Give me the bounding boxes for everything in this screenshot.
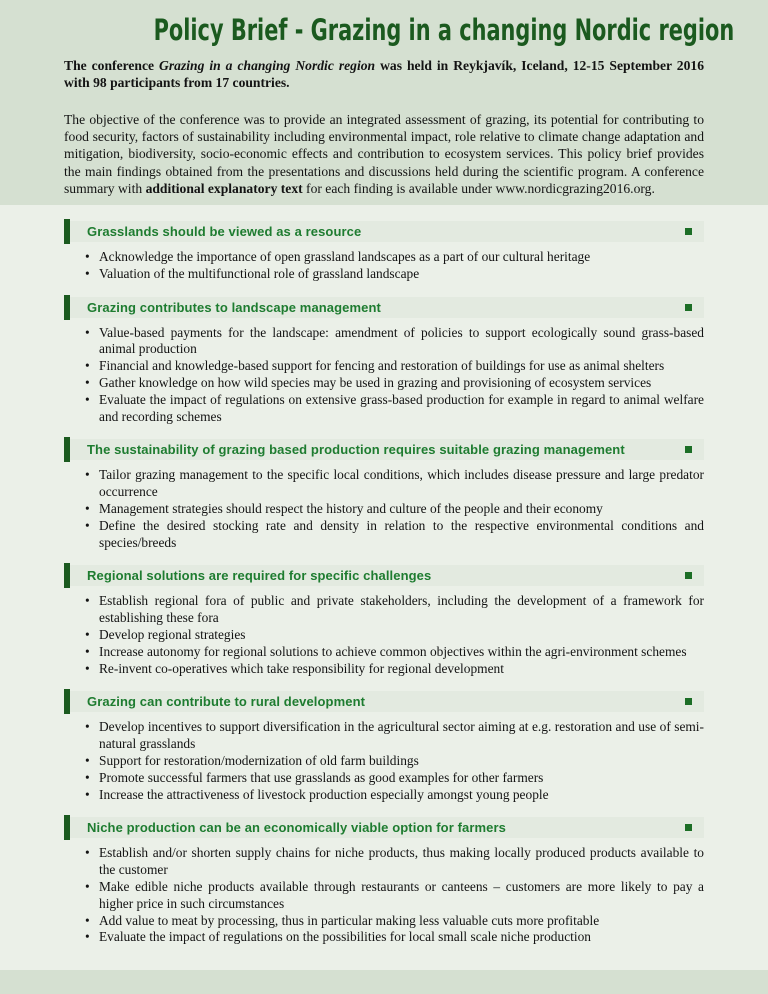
section-square-marker [685,304,692,311]
bullet-item: • Acknowledge the importance of open grassland landscapes as a part of our cultural heritage [99,249,704,266]
bullet-item: • Evaluate the impact of regulations on extensive grass-based production for example in regard to animal welfare and recording schemes [99,392,704,426]
intro-text-2: was held in Reykjavík, Iceland, 12-15 September 2016 with 98 participants from 17 countries. [64,58,704,90]
section-square-marker [685,572,692,579]
page-title: Policy Brief - Grazing in a changing Nordic region [153,13,735,47]
section-grazing-management [64,439,704,551]
bullet-list [64,467,704,551]
conference-name-italic: Grazing in a changing Nordic region [159,58,376,73]
section-accent-bar [64,815,70,840]
bullet-item: • Gather knowledge on how wild species may be used in grazing and provisioning of ecosystem services [99,375,704,392]
conference-intro-paragraph [64,58,704,91]
objective-paragraph [64,111,704,197]
section-header [64,221,704,242]
section-grasslands-resource [64,221,704,283]
objective-bold-text: additional explanatory text [145,180,303,196]
bullet-item: • Increase autonomy for regional solutions to achieve common objectives within the agri-environment schemes [99,644,704,661]
bullet-item: • Re-invent co-operatives which take responsibility for regional development [99,661,704,678]
bullet-list [64,845,704,946]
section-title: Niche production can be an economically viable option for farmers [87,820,506,836]
bullet-item: • Define the desired stocking rate and density in relation to the respective environmental conditions and species/breeds [99,518,704,552]
objective-text-2: for each finding is available under www.nordicgrazing2016.org. [302,180,655,196]
bullet-item: • Establish and/or shorten supply chains for niche products, thus making locally produced products available to the customer [99,845,704,879]
intro-text-1: The conference [64,58,160,73]
findings-band [0,205,768,970]
bullet-item: • Financial and knowledge-based support for fencing and restoration of buildings for use as animal shelters [99,358,704,375]
section-header [64,691,704,712]
section-header [64,565,704,586]
section-accent-bar [64,689,70,714]
section-title: Grazing contributes to landscape management [87,299,381,315]
section-niche-production [64,817,704,946]
section-title: Regional solutions are required for specific challenges [87,568,432,584]
bullet-item: • Valuation of the multifunctional role of grassland landscape [99,266,704,283]
bullet-item: • Evaluate the impact of regulations on the possibilities for local small scale niche production [99,929,704,946]
section-header [64,439,704,460]
section-header [64,817,704,838]
bullet-list [64,719,704,803]
section-regional-solutions [64,565,704,677]
section-title: Grazing can contribute to rural development [87,694,366,710]
bullet-item: • Tailor grazing management to the specific local conditions, which includes disease pressure and large predator occurrence [99,467,704,501]
objective-text-1: The objective of the conference was to provide an integrated assessment of grazing, its potential for contributing to food security, factors of sustainability including environmental impact, role relative to climate change adaptation and mitigation, biodiversity, socio-economic effects and contribution to ecosystem services. This policy brief provides the main findings obtained from the presentations and discussions held during the scientific program. A conference summary with [64,112,704,196]
bullet-list [64,325,704,426]
header-band [0,0,768,205]
bullet-item: • Make edible niche products available through restaurants or canteens – customers are more likely to pay a higher price in such circumstances [99,879,704,913]
section-accent-bar [64,295,70,320]
bullet-item: • Increase the attractiveness of livestock production especially amongst young people [99,787,704,804]
bullet-item: • Management strategies should respect the history and culture of the people and their economy [99,501,704,518]
section-square-marker [685,824,692,831]
section-square-marker [685,228,692,235]
bullet-item: • Establish regional fora of public and private stakeholders, including the development of a framework for establishing these fora [99,593,704,627]
section-title: The sustainability of grazing based production requires suitable grazing management [87,442,625,458]
bullet-list [64,249,704,283]
section-square-marker [685,446,692,453]
section-landscape-management [64,297,704,426]
section-accent-bar [64,219,70,244]
section-header [64,297,704,318]
bullet-list [64,593,704,677]
bullet-item: • Value-based payments for the landscape: amendment of policies to support ecologically sound grass-based animal production [99,325,704,359]
bullet-item: • Develop incentives to support diversification in the agricultural sector aiming at e.g. restoration and use of semi-natural grasslands [99,719,704,753]
section-accent-bar [64,437,70,462]
bullet-item: • Develop regional strategies [99,627,704,644]
section-title: Grasslands should be viewed as a resource [87,224,362,240]
section-rural-development [64,691,704,803]
bullet-item: • Add value to meat by processing, thus in particular making less valuable cuts more profitable [99,913,704,930]
bullet-item: • Promote successful farmers that use grasslands as good examples for other farmers [99,770,704,787]
section-accent-bar [64,563,70,588]
section-square-marker [685,698,692,705]
bullet-item: • Support for restoration/modernization of old farm buildings [99,753,704,770]
